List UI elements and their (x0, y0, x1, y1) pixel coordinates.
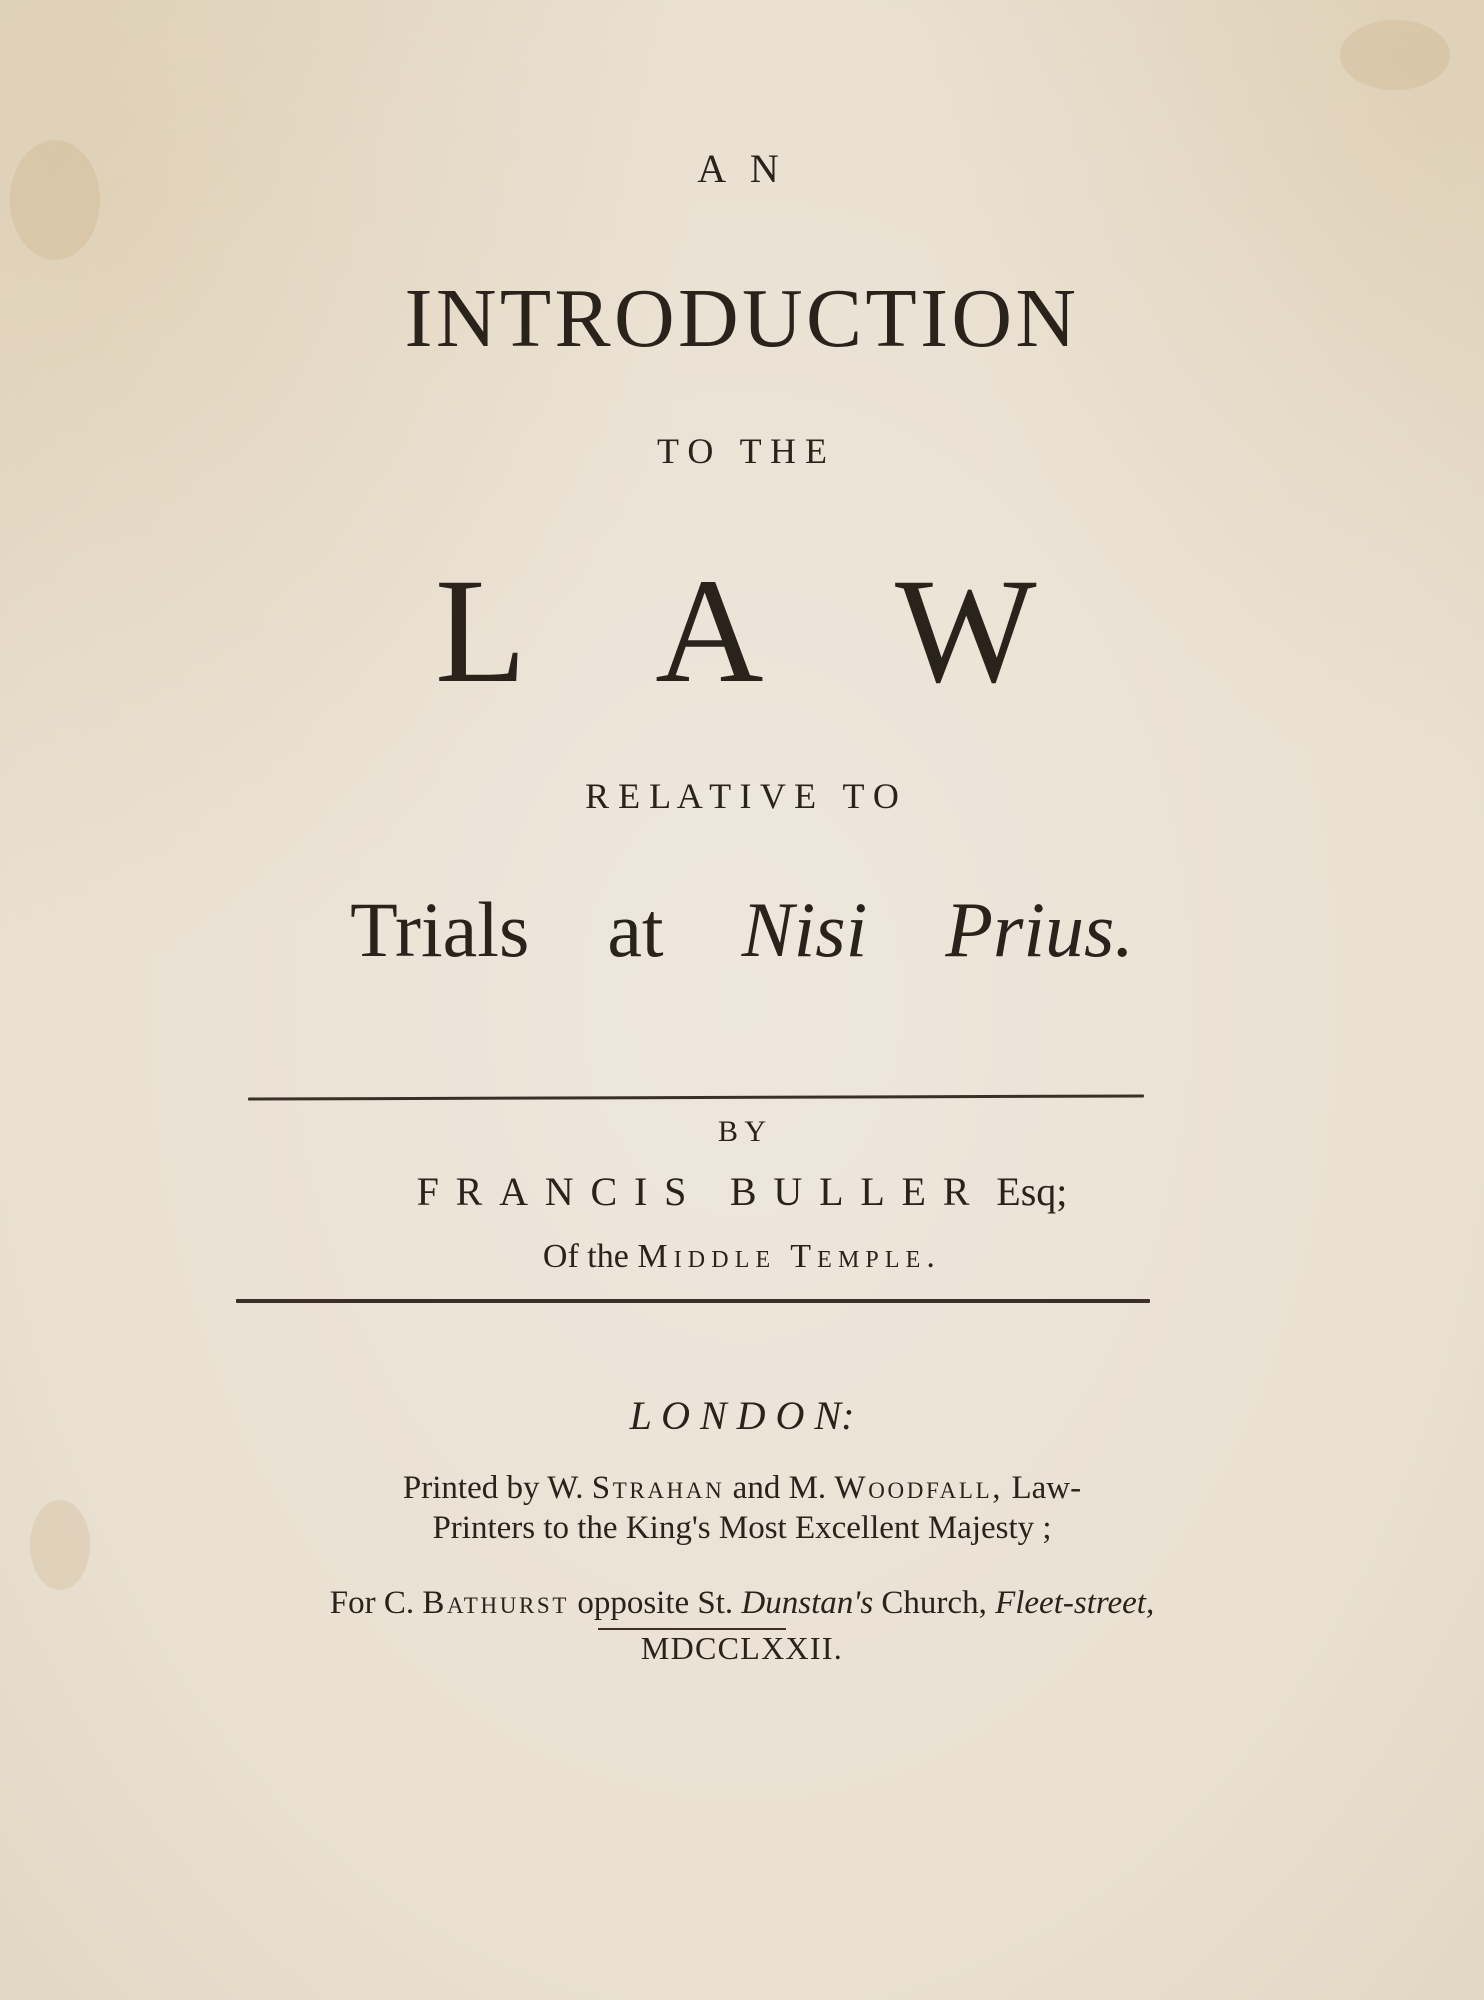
top-rule (248, 1094, 1144, 1100)
title-relative-to: R E L A T I V E T O (585, 776, 899, 816)
printed-by-prefix: Printed by W. (402, 1470, 584, 1506)
title-trials-line (0, 885, 1484, 975)
imprint-year: MDCCLXXII. (640, 1630, 844, 1666)
affiliation-temple: Middle Temple. (637, 1238, 942, 1275)
imprint-city: L O N D O N: (629, 1393, 855, 1438)
main-title: INTRODUCTION (404, 272, 1080, 365)
by-label: B Y (717, 1115, 767, 1148)
printer-strahan: Strahan (591, 1470, 725, 1506)
imprint-line-1 (0, 1470, 1484, 1507)
imprint-line-3 (0, 1585, 1484, 1622)
church-name: Dunstan's (741, 1585, 874, 1621)
street-name: Fleet-street, (995, 1585, 1155, 1621)
printed-by-and: and M. (732, 1470, 827, 1506)
opposite-text: opposite St. (577, 1585, 734, 1621)
printer-woodfall: Woodfall, (834, 1470, 1004, 1506)
paper-stain (1340, 20, 1450, 90)
title-trials: Trials (350, 886, 530, 973)
printed-by-suffix: Law- (1011, 1470, 1082, 1506)
author-suffix: Esq; (996, 1169, 1068, 1214)
author-line (0, 1168, 1484, 1215)
bookseller-bathurst: Bathurst (422, 1585, 570, 1621)
for-prefix: For C. (329, 1585, 415, 1621)
title-at: at (607, 886, 664, 973)
church-text: Church, (881, 1585, 987, 1621)
title-nisi: Nisi (741, 886, 868, 973)
author-name: FRANCIS BULLER (416, 1169, 987, 1214)
bottom-rule (236, 1299, 1150, 1303)
title-to-the: T O T H E (656, 431, 827, 471)
title-prius: Prius. (945, 886, 1134, 973)
title-article: A N (697, 146, 787, 191)
affiliation-of-the: Of the (542, 1238, 629, 1275)
affiliation-line (0, 1238, 1484, 1276)
imprint-line-2: Printers to the King's Most Excellent Majesty ; (432, 1510, 1052, 1546)
title-law: L A W (434, 548, 1090, 714)
